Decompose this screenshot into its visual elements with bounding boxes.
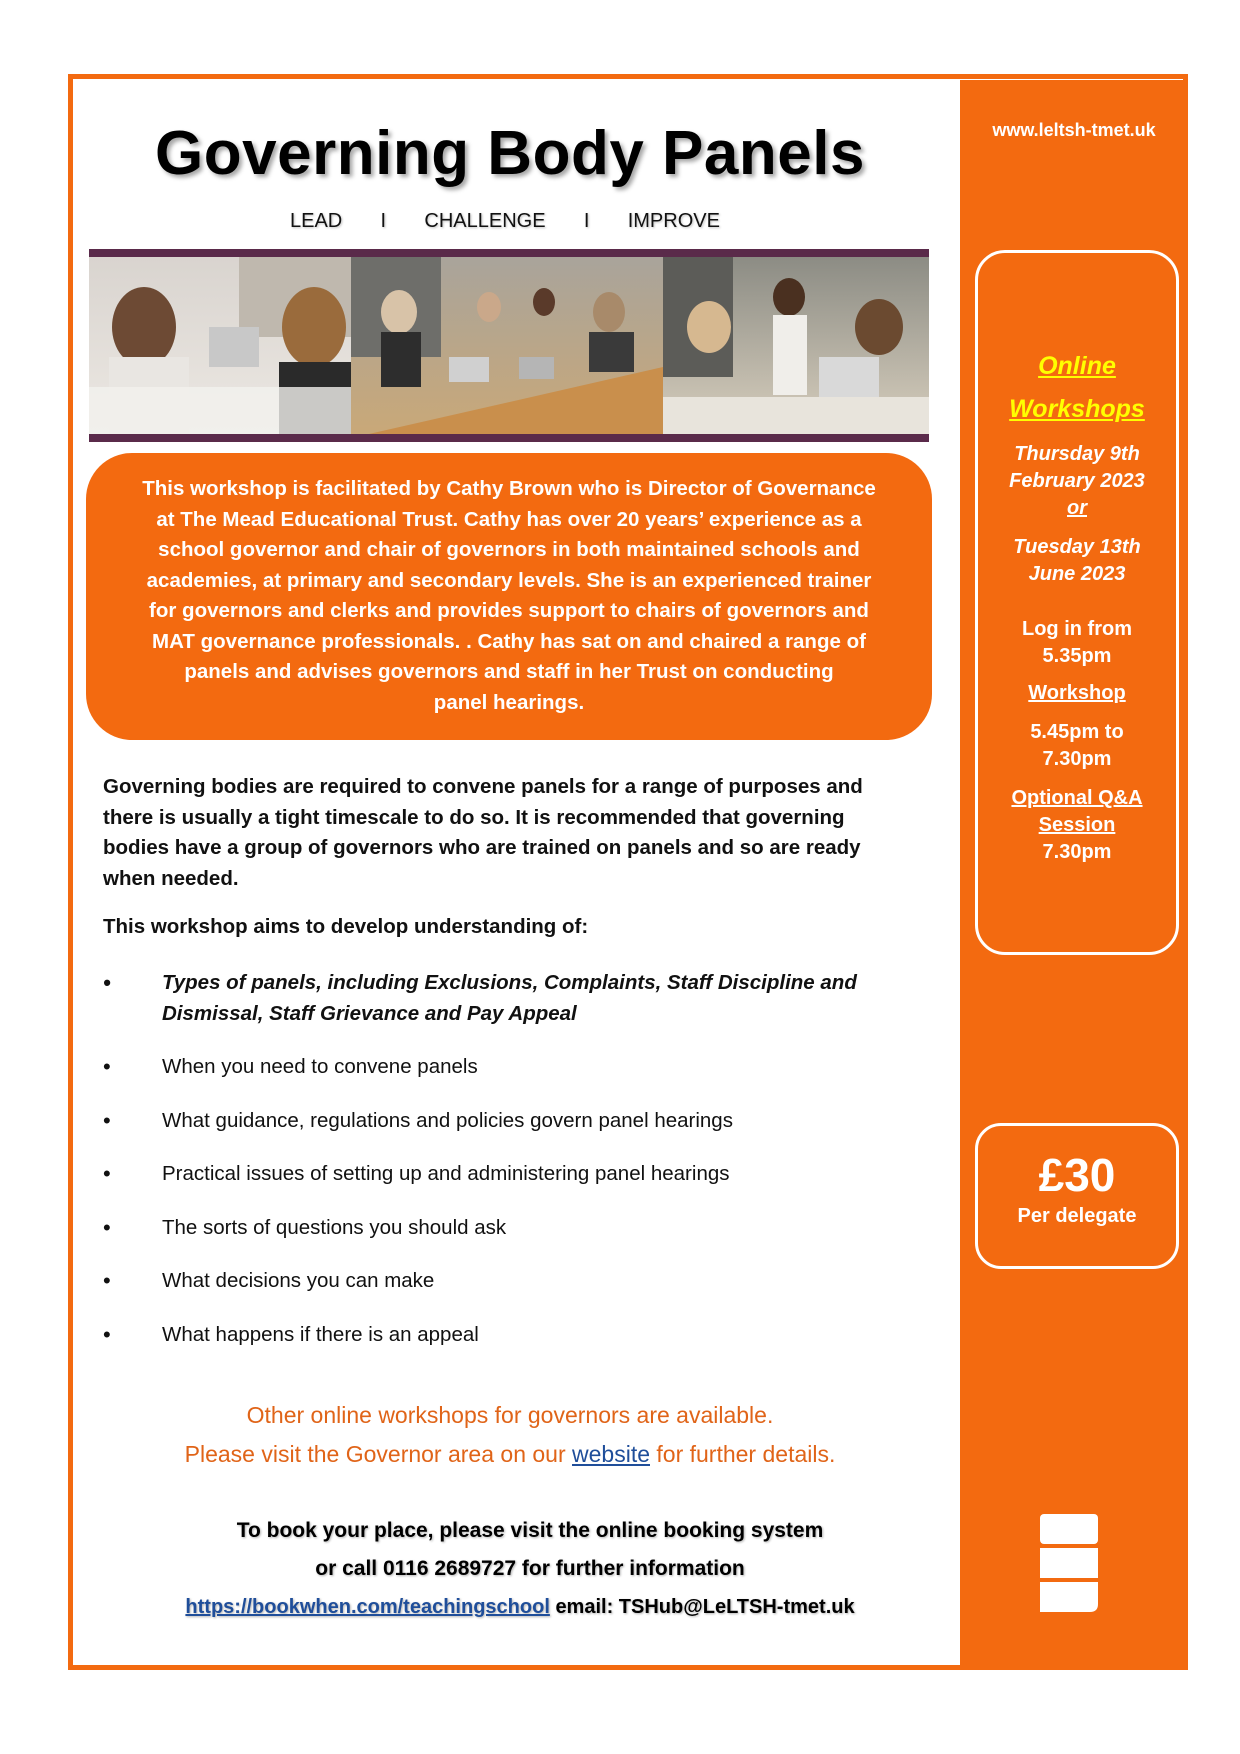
schedule-date-1 (978, 441, 1176, 495)
login-line1: Log in from (1022, 618, 1132, 640)
photo-strip (89, 249, 929, 442)
tagline-challenge: CHALLENGE (424, 210, 546, 232)
date-1-line2: February 2023 (1009, 470, 1145, 492)
intro-paragraph (103, 772, 913, 894)
intro-line: there is usually a tight timescale to do so. It is recommended that governing (103, 805, 845, 829)
bio-line: school governor and chair of governors in both maintained schools and (158, 538, 860, 561)
trust-logo-icon (1040, 1514, 1098, 1616)
other-line2 (90, 1435, 930, 1474)
list-item-line: Dismissal, Staff Grievance and Pay Appeal (162, 1001, 577, 1025)
tagline-separator: I (380, 210, 387, 232)
price-unit: Per delegate (1017, 1205, 1137, 1227)
schedule-heading (978, 345, 1176, 431)
bio-line: panels and advises governors and staff in her Trust on conducting (184, 660, 834, 683)
booking-line1: To book your place, please visit the online booking system (236, 1519, 824, 1542)
bio-line: academies, at primary and secondary levels. She is an experienced trainer (146, 568, 872, 592)
date-2-line1: Tuesday 13th (1013, 536, 1141, 558)
booking-line2: or call 0116 2689727 for further information (315, 1557, 745, 1580)
list-item: • What guidance, regulations and policies govern panel hearings (103, 1106, 923, 1137)
bio-line: This workshop is facilitated by Cathy Brown who is Director of Governance (142, 477, 876, 500)
login-line2: 5.35pm (1042, 645, 1112, 667)
bio-line: at The Mead Educational Trust. Cathy has over 20 years’ experience as a (156, 507, 862, 531)
tagline-improve: IMPROVE (627, 210, 720, 232)
schedule-heading-line2: Workshops (1009, 395, 1145, 423)
list-item: • What decisions you can make (103, 1266, 923, 1297)
qa-session (978, 785, 1176, 866)
price-box (975, 1123, 1179, 1269)
intro-line: bodies have a group of governors who are trained on panels and so are ready (103, 836, 861, 859)
bio-line: for governors and clerks and provides support to chairs of governors and (149, 599, 869, 622)
schedule-or: or (1067, 497, 1087, 519)
workshop-time-line1: 5.45pm to (1030, 721, 1124, 743)
qa-time: 7.30pm (1042, 841, 1112, 863)
aims-heading: This workshop aims to develop understanding of: (103, 915, 589, 938)
meeting-photos-image (89, 257, 929, 434)
website-url[interactable]: www.leltsh-tmet.uk (992, 120, 1156, 140)
list-item: • Practical issues of setting up and administering panel hearings (103, 1159, 923, 1190)
intro-line: Governing bodies are required to convene panels for a range of purposes and (103, 775, 863, 798)
list-item (103, 968, 923, 1029)
intro-line: when needed. (103, 866, 239, 890)
workshop-label: Workshop (1028, 682, 1126, 704)
page-title: Governing Body Panels (155, 119, 865, 188)
workshop-time (978, 719, 1176, 773)
date-1-line1: Thursday 9th (1014, 443, 1140, 465)
schedule-date-2 (978, 534, 1176, 588)
booking-link[interactable]: https://bookwhen.com/teachingschool (185, 1596, 550, 1618)
list-item-line: • Types of panels, including Exclusions, Complaints, Staff Discipline and (162, 971, 857, 994)
qa-line2: Session (1038, 814, 1116, 836)
list-item: • What happens if there is an appeal (103, 1320, 923, 1351)
date-2-line2: June 2023 (1028, 563, 1126, 585)
booking-info (100, 1512, 960, 1588)
other-line2-text-end: for further details. (656, 1441, 836, 1467)
website-link[interactable]: website (572, 1441, 650, 1467)
contact-email[interactable]: email: TSHub@LeLTSH-tmet.uk (555, 1596, 855, 1618)
login-time (978, 616, 1176, 670)
workshop-time-line2: 7.30pm (1042, 748, 1112, 770)
sidebar (960, 80, 1188, 1670)
bio-line: MAT governance professionals. . Cathy has sat on and chaired a range of (152, 629, 866, 653)
bio-line: panel hearings. (433, 690, 585, 714)
other-line1: Other online workshops for governors are available. (246, 1402, 774, 1428)
other-workshops-note (90, 1396, 930, 1474)
other-line2-text: Please visit the Governor area on our (184, 1441, 566, 1467)
list-item: • When you need to convene panels (103, 1052, 923, 1083)
tagline-lead: LEAD (290, 210, 343, 232)
aims-list (103, 968, 923, 1373)
qa-line1: Optional Q&A (1011, 787, 1143, 809)
list-item: • The sorts of questions you should ask (103, 1213, 923, 1244)
facilitator-bio (86, 453, 932, 740)
price-amount: £30 (1038, 1149, 1116, 1201)
tagline-separator: I (583, 210, 590, 232)
tagline (290, 210, 720, 233)
schedule-heading-line1: Online (1038, 352, 1116, 380)
contact-line (90, 1596, 950, 1619)
schedule-box (975, 250, 1179, 955)
